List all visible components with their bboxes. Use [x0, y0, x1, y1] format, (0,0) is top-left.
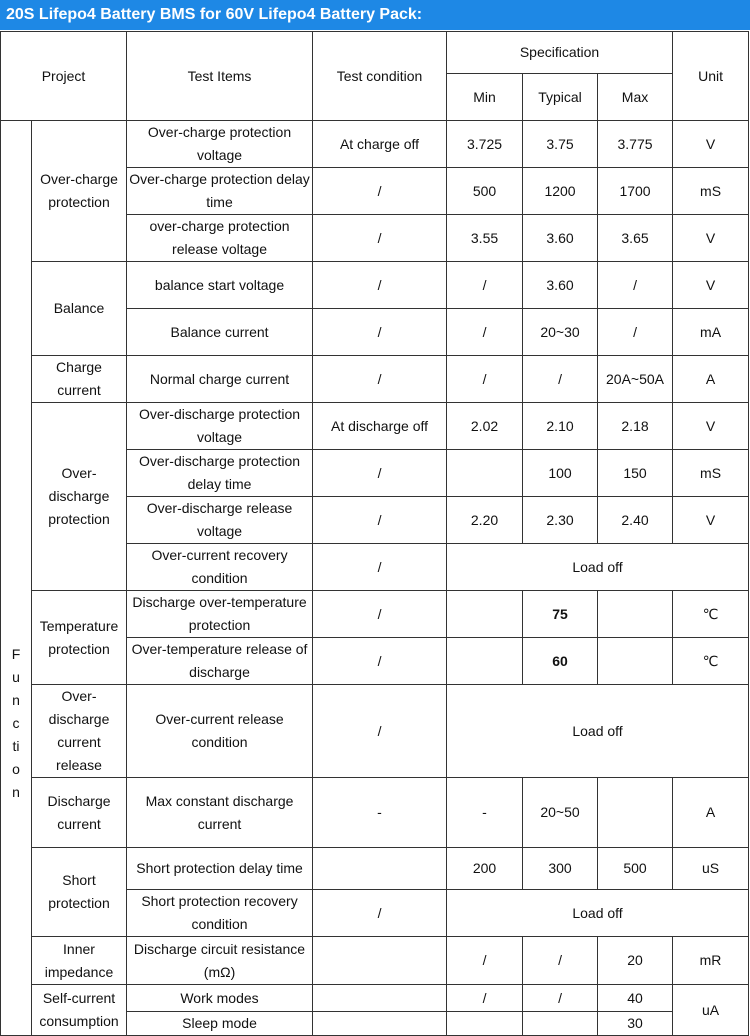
spec-typical: 3.60 — [523, 215, 598, 262]
header-min: Min — [447, 74, 523, 121]
group-odc-release: Over-discharge current release — [32, 685, 127, 778]
table-row — [1, 985, 749, 1012]
spec-min: 200 — [447, 848, 523, 890]
spec-typical: 20~50 — [523, 778, 598, 848]
spec-unit: V — [673, 215, 749, 262]
test-item: Normal charge current — [127, 356, 313, 403]
spec-max: 150 — [598, 450, 673, 497]
test-item: Over-charge protection delay time — [127, 168, 313, 215]
test-item: Over-current recovery condition — [127, 544, 313, 591]
table-row — [1, 778, 749, 848]
spec-min: / — [447, 356, 523, 403]
header-unit: Unit — [673, 32, 749, 121]
test-item: Sleep mode — [127, 1012, 313, 1036]
test-item: Max constant discharge current — [127, 778, 313, 848]
spec-unit: uS — [673, 848, 749, 890]
header-specification: Specification — [447, 32, 673, 74]
test-condition: / — [313, 638, 447, 685]
header-project: Project — [1, 32, 127, 121]
test-item: Short protection recovery condition — [127, 890, 313, 937]
spec-max: 2.40 — [598, 497, 673, 544]
table-row — [1, 937, 749, 985]
spec-max: 3.65 — [598, 215, 673, 262]
spec-max: 500 — [598, 848, 673, 890]
spec-typical: 100 — [523, 450, 598, 497]
test-item: Discharge over-temperature protection — [127, 591, 313, 638]
spec-min: / — [447, 937, 523, 985]
test-item: Work modes — [127, 985, 313, 1012]
test-condition: At discharge off — [313, 403, 447, 450]
spec-typical: 20~30 — [523, 309, 598, 356]
spec-max — [598, 638, 673, 685]
test-item: Over-discharge protection voltage — [127, 403, 313, 450]
spec-unit: uA — [673, 985, 749, 1036]
spec-min — [447, 591, 523, 638]
spec-unit: A — [673, 778, 749, 848]
spec-typical: 1200 — [523, 168, 598, 215]
spec-max: 2.18 — [598, 403, 673, 450]
spec-typical: 75 — [523, 591, 598, 638]
test-condition: / — [313, 168, 447, 215]
test-item: balance start voltage — [127, 262, 313, 309]
spec-max: 3.775 — [598, 121, 673, 168]
spec-min: 500 — [447, 168, 523, 215]
spec-min: 2.02 — [447, 403, 523, 450]
table-row — [1, 685, 749, 778]
test-condition: - — [313, 778, 447, 848]
header-test-condition: Test condition — [313, 32, 447, 121]
test-item: Balance current — [127, 309, 313, 356]
spec-typical: 2.10 — [523, 403, 598, 450]
test-item: over-charge protection release voltage — [127, 215, 313, 262]
group-discharge-current: Discharge current — [32, 778, 127, 848]
test-item: Over-current release condition — [127, 685, 313, 778]
spec-typical — [523, 1012, 598, 1036]
spec-min: - — [447, 778, 523, 848]
spec-typical: / — [523, 356, 598, 403]
spec-span: Load off — [447, 544, 749, 591]
test-condition: / — [313, 309, 447, 356]
spec-span: Load off — [447, 890, 749, 937]
test-condition: / — [313, 450, 447, 497]
spec-max: 40 — [598, 985, 673, 1012]
bms-spec-table — [0, 31, 749, 1036]
spec-max: 20 — [598, 937, 673, 985]
spec-max: 1700 — [598, 168, 673, 215]
spec-typical: 60 — [523, 638, 598, 685]
table-row — [1, 356, 749, 403]
function-label: F u n c ti o n — [1, 121, 32, 1036]
test-condition — [313, 985, 447, 1012]
test-condition: / — [313, 356, 447, 403]
test-condition — [313, 848, 447, 890]
spec-unit: mR — [673, 937, 749, 985]
test-condition: At charge off — [313, 121, 447, 168]
group-inner: Inner impedance — [32, 937, 127, 985]
group-balance: Balance — [32, 262, 127, 356]
spec-unit: mS — [673, 168, 749, 215]
spec-unit: V — [673, 262, 749, 309]
group-overcharge: Over-charge protection — [32, 121, 127, 262]
spec-typical: 2.30 — [523, 497, 598, 544]
group-short: Short protection — [32, 848, 127, 937]
test-condition: / — [313, 591, 447, 638]
spec-unit: mA — [673, 309, 749, 356]
spec-unit: mS — [673, 450, 749, 497]
table-row — [1, 121, 749, 168]
test-condition: / — [313, 262, 447, 309]
test-item: Discharge circuit resistance (mΩ) — [127, 937, 313, 985]
header-max: Max — [598, 74, 673, 121]
spec-max: 20A~50A — [598, 356, 673, 403]
group-charge-current: Charge current — [32, 356, 127, 403]
spec-max: / — [598, 262, 673, 309]
test-condition: / — [313, 497, 447, 544]
spec-max — [598, 591, 673, 638]
spec-min: 2.20 — [447, 497, 523, 544]
group-overdischarge: Over-discharge protection — [32, 403, 127, 591]
spec-span: Load off — [447, 685, 749, 778]
test-condition — [313, 1012, 447, 1036]
header-test-items: Test Items — [127, 32, 313, 121]
group-self-current: Self-current consumption — [32, 985, 127, 1036]
spec-max: 30 — [598, 1012, 673, 1036]
spec-typical: / — [523, 937, 598, 985]
spec-min — [447, 1012, 523, 1036]
group-temperature: Temperature protection — [32, 591, 127, 685]
header-typical: Typical — [523, 74, 598, 121]
spec-typical: / — [523, 985, 598, 1012]
table-row — [1, 403, 749, 450]
test-condition: / — [313, 685, 447, 778]
test-condition — [313, 937, 447, 985]
spec-min: 3.725 — [447, 121, 523, 168]
spec-typical: 300 — [523, 848, 598, 890]
spec-unit: ℃ — [673, 591, 749, 638]
spec-max — [598, 778, 673, 848]
table-row — [1, 591, 749, 638]
test-condition: / — [313, 215, 447, 262]
header-row — [1, 32, 749, 74]
test-item: Over-discharge protection delay time — [127, 450, 313, 497]
spec-unit: V — [673, 497, 749, 544]
table-row — [1, 848, 749, 890]
spec-max: / — [598, 309, 673, 356]
spec-unit: ℃ — [673, 638, 749, 685]
spec-min: / — [447, 985, 523, 1012]
test-item: Over-charge protection voltage — [127, 121, 313, 168]
spec-min — [447, 450, 523, 497]
spec-unit: V — [673, 403, 749, 450]
spec-min: / — [447, 262, 523, 309]
test-item: Over-discharge release voltage — [127, 497, 313, 544]
spec-min: 3.55 — [447, 215, 523, 262]
spec-unit: V — [673, 121, 749, 168]
test-condition: / — [313, 890, 447, 937]
test-item: Over-temperature release of discharge — [127, 638, 313, 685]
spec-typical: 3.60 — [523, 262, 598, 309]
spec-unit: A — [673, 356, 749, 403]
test-condition: / — [313, 544, 447, 591]
spec-typical: 3.75 — [523, 121, 598, 168]
test-item: Short protection delay time — [127, 848, 313, 890]
page-title: 20S Lifepo4 Battery BMS for 60V Lifepo4 Battery Pack: — [0, 0, 750, 30]
table-row — [1, 262, 749, 309]
spec-min — [447, 638, 523, 685]
spec-min: / — [447, 309, 523, 356]
